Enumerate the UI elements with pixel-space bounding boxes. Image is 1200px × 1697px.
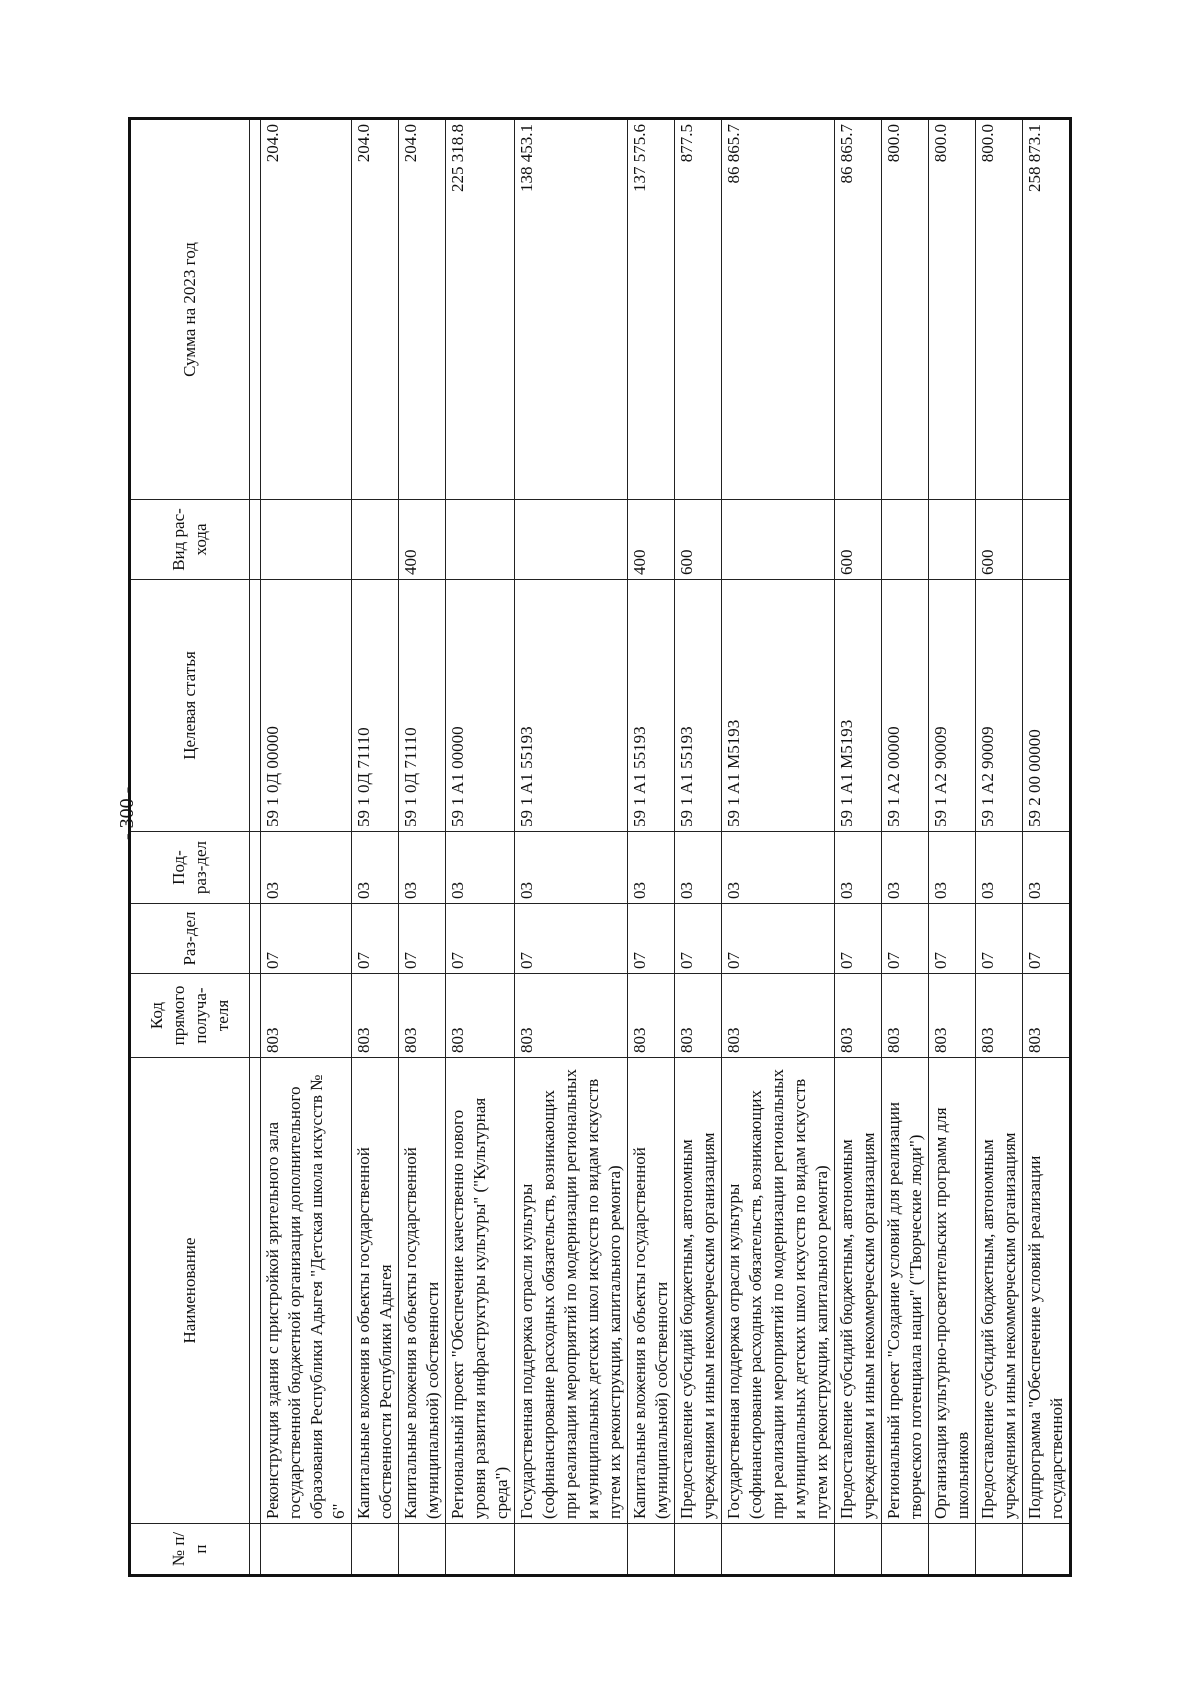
table-row [722,119,835,1576]
cell-code: 803 [446,974,515,1058]
cell-section: 07 [835,904,882,974]
header-section: Раз-дел [130,904,250,974]
cell-name: Государственная поддержка отрасли культуры (софинансирование расходных обязательств, возникающих при реализации мероприятий по модернизации региональных и муниципальных детских школ искусств по видам искусств путем их реконструкции, капитального ремонта) [722,1058,835,1524]
cell-sum: 204.0 [261,119,352,500]
cell-section: 07 [352,904,399,974]
cell-code: 803 [882,974,929,1058]
cell-section: 07 [515,904,628,974]
table-row [352,119,399,1576]
table-row [929,119,976,1576]
table-row [882,119,929,1576]
header-sum: Сумма на 2023 год [130,119,250,500]
cell-name: Капитальные вложения в объекты государственной (муниципальной) собственности [628,1058,675,1524]
cell-sum: 204.0 [399,119,446,500]
cell-num [399,1524,446,1576]
header-target: Целевая статья [130,580,250,832]
cell-name: Региональный проект "Обеспечение качественно нового уровня развития инфраструктуры культуры" ("Культурная среда") [446,1058,515,1524]
table-body [261,119,1071,1576]
cell-subsection: 03 [352,832,399,904]
cell-target: 59 1 A1 55193 [675,580,722,832]
cell-subsection: 03 [399,832,446,904]
cell-num [446,1524,515,1576]
table-row [675,119,722,1576]
cell-name: Предоставление субсидий бюджетным, автономным учреждениям и иным некоммерческим организациям [675,1058,722,1524]
cell-sum: 225 318.8 [446,119,515,500]
header-code: Код прямого получа-теля [130,974,250,1058]
cell-sum: 86 865.7 [835,119,882,500]
budget-table-container [128,120,1200,1577]
cell-subsection: 03 [976,832,1023,904]
cell-section: 07 [399,904,446,974]
cell-num [835,1524,882,1576]
table-row [1023,119,1071,1576]
cell-code: 803 [976,974,1023,1058]
cell-name: Региональный проект "Создание условий для реализации творческого потенциала нации" ("Творческие люди") [882,1058,929,1524]
cell-code: 803 [1023,974,1071,1058]
cell-subsection: 03 [675,832,722,904]
cell-code: 803 [352,974,399,1058]
table-row [628,119,675,1576]
cell-target: 59 2 00 00000 [1023,580,1071,832]
cell-num [1023,1524,1071,1576]
header-expense: Вид рас-хода [130,500,250,580]
cell-target: 59 1 A2 90009 [929,580,976,832]
table-row [261,119,352,1576]
cell-section: 07 [1023,904,1071,974]
cell-sum: 800.0 [929,119,976,500]
cell-section: 07 [722,904,835,974]
cell-subsection: 03 [1023,832,1071,904]
cell-target: 59 1 A1 55193 [628,580,675,832]
cell-target: 59 1 A1 55193 [515,580,628,832]
cell-target: 59 1 A1 00000 [446,580,515,832]
cell-sum: 137 575.6 [628,119,675,500]
cell-subsection: 03 [446,832,515,904]
cell-expense [352,500,399,580]
cell-sum: 86 865.7 [722,119,835,500]
cell-sum: 877.5 [675,119,722,500]
cell-num [722,1524,835,1576]
budget-table [128,117,1072,1577]
cell-subsection: 03 [628,832,675,904]
cell-section: 07 [261,904,352,974]
cell-expense [882,500,929,580]
cell-target: 59 1 0Д 00000 [261,580,352,832]
cell-subsection: 03 [835,832,882,904]
cell-section: 07 [929,904,976,974]
cell-sum: 138 453.1 [515,119,628,500]
cell-code: 803 [722,974,835,1058]
table-row [515,119,628,1576]
cell-expense [722,500,835,580]
table-row [976,119,1023,1576]
cell-sum: 800.0 [882,119,929,500]
cell-code: 803 [261,974,352,1058]
cell-target: 59 1 0Д 71110 [399,580,446,832]
cell-expense [929,500,976,580]
cell-code: 803 [515,974,628,1058]
cell-subsection: 03 [261,832,352,904]
cell-num [929,1524,976,1576]
cell-section: 07 [882,904,929,974]
cell-expense [446,500,515,580]
table-row [446,119,515,1576]
cell-sum: 258 873.1 [1023,119,1071,500]
cell-code: 803 [628,974,675,1058]
cell-sum: 204.0 [352,119,399,500]
cell-sum: 800.0 [976,119,1023,500]
header-num: № п/п [130,1524,250,1576]
cell-expense [515,500,628,580]
cell-subsection: 03 [882,832,929,904]
cell-target: 59 1 A2 90009 [976,580,1023,832]
cell-num [976,1524,1023,1576]
cell-name: Организация культурно-просветительских программ для школьников [929,1058,976,1524]
cell-expense: 400 [399,500,446,580]
cell-name: Капитальные вложения в объекты государственной собственности Республики Адыгея [352,1058,399,1524]
cell-num [352,1524,399,1576]
cell-expense [261,500,352,580]
cell-expense: 600 [835,500,882,580]
cell-num [882,1524,929,1576]
header-name: Наименование [130,1058,250,1524]
cell-code: 803 [835,974,882,1058]
cell-expense: 400 [628,500,675,580]
cell-expense [1023,500,1071,580]
cell-subsection: 03 [929,832,976,904]
table-row [399,119,446,1576]
cell-subsection: 03 [515,832,628,904]
cell-target: 59 1 A1 M5193 [722,580,835,832]
cell-expense: 600 [976,500,1023,580]
cell-section: 07 [628,904,675,974]
table-row [835,119,882,1576]
cell-name: Предоставление субсидий бюджетным, автономным учреждениям и иным некоммерческим организациям [835,1058,882,1524]
cell-num [675,1524,722,1576]
cell-code: 803 [675,974,722,1058]
page-number: - 300 - [116,786,138,840]
cell-name: Подпрограмма "Обеспечение условий реализации государственной [1023,1058,1071,1524]
header-spacer-row [250,119,261,1576]
cell-name: Государственная поддержка отрасли культуры (софинансирование расходных обязательств, возникающих при реализации мероприятий по модернизации региональных и муниципальных детских школ искусств по видам искусств путем их реконструкции, капитального ремонта) [515,1058,628,1524]
cell-code: 803 [929,974,976,1058]
cell-num [628,1524,675,1576]
cell-num [261,1524,352,1576]
cell-expense: 600 [675,500,722,580]
cell-subsection: 03 [722,832,835,904]
cell-section: 07 [675,904,722,974]
cell-name: Капитальные вложения в объекты государственной (муниципальной) собственности [399,1058,446,1524]
cell-num [515,1524,628,1576]
cell-target: 59 1 0Д 71110 [352,580,399,832]
cell-code: 803 [399,974,446,1058]
cell-section: 07 [976,904,1023,974]
table-header-row [130,119,250,1576]
cell-target: 59 1 A1 M5193 [835,580,882,832]
cell-name: Реконструкция здания с пристройкой зрительного зала государственной бюджетной организации дополнительного образования Республики Адыгея "Детская школа искусств № 6" [261,1058,352,1524]
cell-name: Предоставление субсидий бюджетным, автономным учреждениям и иным некоммерческим организациям [976,1058,1023,1524]
header-subsection: Под-раз-дел [130,832,250,904]
cell-target: 59 1 A2 00000 [882,580,929,832]
cell-section: 07 [446,904,515,974]
